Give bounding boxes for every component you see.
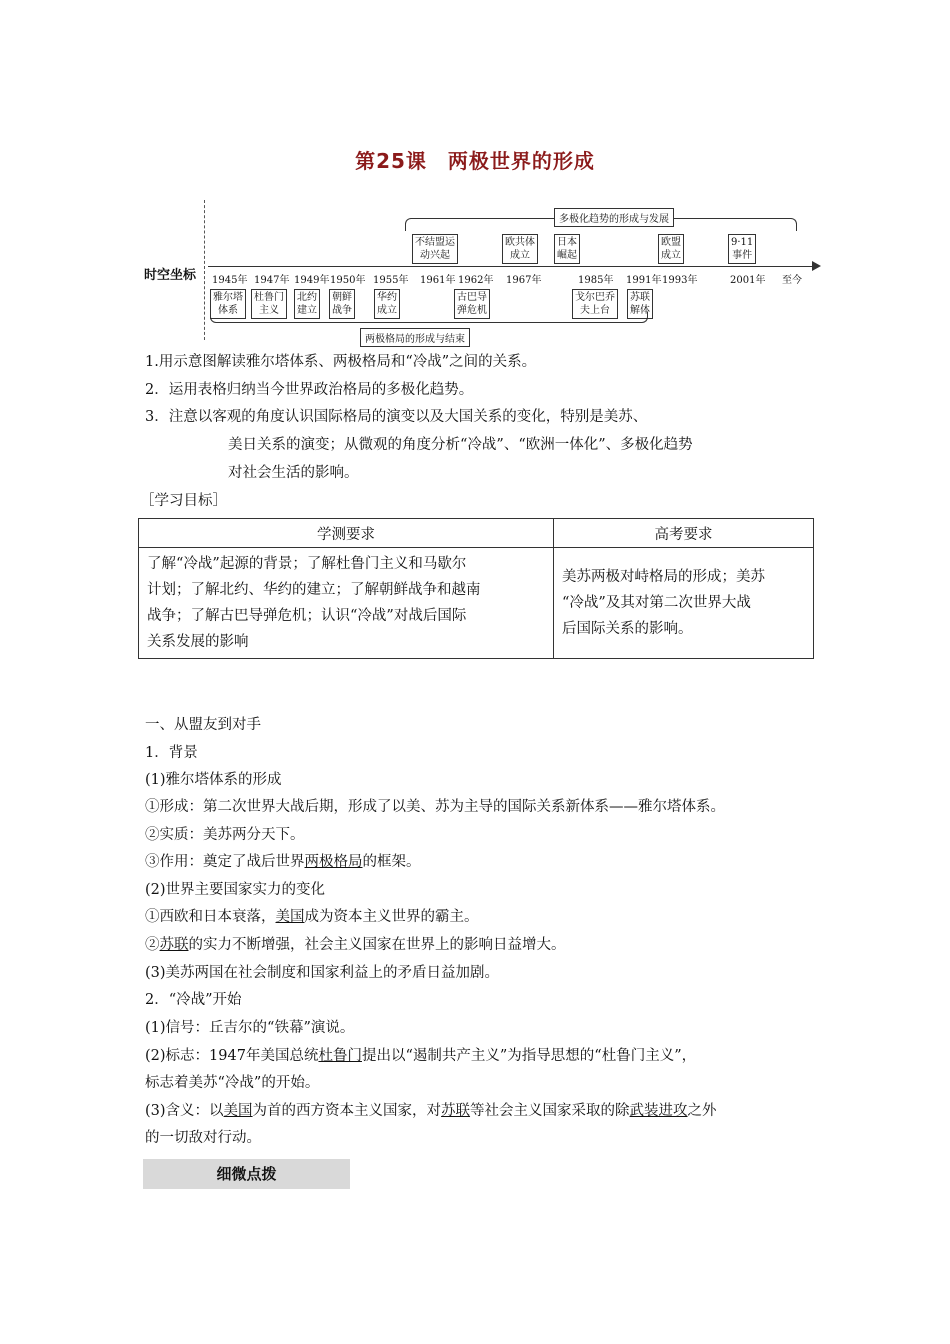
year-1949: 1949年 — [294, 275, 330, 286]
year-1962: 1962年 — [458, 275, 494, 286]
event-cuban-crisis: 古巴导 弹危机 — [454, 289, 490, 319]
page-title: 第25课 两极世界的形成 — [355, 149, 595, 173]
subsection-heading: 2．“冷战”开始 — [145, 992, 242, 1008]
timeline-label: 时空坐标 — [144, 268, 197, 283]
event-nonaligned: 不结盟运 动兴起 — [412, 234, 458, 264]
event-ussr-collapse: 苏联 解体 — [627, 289, 653, 319]
tip-heading: 细微点拨 — [143, 1159, 350, 1189]
paragraph: ②实质：美苏两分天下。 — [145, 827, 305, 843]
paragraph: (3)美苏两国在社会制度和国家利益上的矛盾日益加剧。 — [145, 965, 500, 981]
table-header: 学测要求 — [139, 519, 554, 548]
sub-subsection-heading: (2)世界主要国家实力的变化 — [145, 882, 326, 898]
year-1955: 1955年 — [373, 275, 409, 286]
bottom-brace-label: 两极格局的形成与结束 — [360, 328, 470, 347]
table-cell-xuece: 了解“冷战”起源的背景；了解杜鲁门主义和马歇尔 计划；了解北约、华约的建立；了解朝鲜战争和越南 战争；了解古巴导弹危机；认识“冷战”对战后国际 关系发展的影响 — [139, 548, 554, 659]
paragraph: (3)含义：以美国为首的西方资本主义国家，对苏联等社会主义国家采取的除武装进攻之外 — [145, 1103, 717, 1119]
timeline-divider — [204, 200, 205, 340]
event-japan: 日本 崛起 — [554, 234, 580, 264]
year-1993: 1993年 — [662, 275, 698, 286]
bottom-brace — [210, 312, 648, 323]
event-yalta: 雅尔塔 体系 — [210, 289, 246, 319]
event-911: 9·11 事件 — [728, 234, 756, 264]
study-goal-label: ［学习目标］ — [140, 493, 227, 509]
event-truman: 杜鲁门 主义 — [251, 289, 287, 319]
table-cell-gaokao: 美苏两极对峙格局的形成；美苏 “冷战”及其对第二次世界大战 后国际关系的影响。 — [554, 548, 814, 659]
event-eec: 欧共体 成立 — [502, 234, 538, 264]
top-brace-label: 多极化趋势的形成与发展 — [554, 208, 674, 227]
paragraph: ②苏联的实力不断增强，社会主义国家在世界上的影响日益增大。 — [145, 937, 566, 953]
timeline-axis — [208, 266, 814, 267]
year-1985: 1985年 — [578, 275, 614, 286]
paragraph: ①西欧和日本衰落，美国成为资本主义世界的霸主。 — [145, 909, 479, 925]
year-1967: 1967年 — [506, 275, 542, 286]
paragraph: 标志着美苏“冷战”的开始。 — [145, 1075, 320, 1091]
subsection-heading: 1．背景 — [145, 745, 198, 761]
objective-3-end: 对社会生活的影响。 — [228, 465, 359, 481]
event-korean-war: 朝鲜 战争 — [329, 289, 355, 319]
section-heading: 一、从盟友到对手 — [145, 717, 261, 733]
year-1945: 1945年 — [212, 275, 248, 286]
year-1991: 1991年 — [626, 275, 662, 286]
objective-2: 2．运用表格归纳当今世界政治格局的多极化趋势。 — [145, 382, 474, 398]
event-gorbachev: 戈尔巴乔 夫上台 — [572, 289, 618, 319]
objective-3: 3．注意以客观的角度认识国际格局的演变以及大国关系的变化，特别是美苏、 — [145, 409, 648, 425]
timeline-diagram — [140, 198, 820, 348]
timeline-arrow — [812, 261, 821, 271]
objective-3-cont: 美日关系的演变；从微观的角度分析“冷战”、“欧洲一体化”、多极化趋势 — [228, 437, 693, 453]
paragraph: ③作用：奠定了战后世界两极格局的框架。 — [145, 854, 421, 870]
year-1947: 1947年 — [254, 275, 290, 286]
requirements-table — [138, 518, 814, 659]
sub-subsection-heading: (1)雅尔塔体系的形成 — [145, 772, 282, 788]
event-eu: 欧盟 成立 — [658, 234, 684, 264]
paragraph: (1)信号：丘吉尔的“铁幕”演说。 — [145, 1020, 355, 1036]
paragraph: 的一切敌对行动。 — [145, 1130, 261, 1146]
table-header-row — [139, 519, 814, 548]
paragraph: (2)标志：1947年美国总统杜鲁门提出以“遏制共产主义”为指导思想的“杜鲁门主义”， — [145, 1048, 697, 1064]
paragraph: ①形成：第二次世界大战后期，形成了以美、苏为主导的国际关系新体系——雅尔塔体系。 — [145, 799, 725, 815]
event-warsaw-pact: 华约 成立 — [374, 289, 400, 319]
year-present: 至今 — [782, 275, 802, 286]
event-nato: 北约 建立 — [294, 289, 320, 319]
table-row — [139, 548, 814, 659]
year-1950: 1950年 — [330, 275, 366, 286]
year-1961: 1961年 — [420, 275, 456, 286]
table-header: 高考要求 — [554, 519, 814, 548]
year-2001: 2001年 — [730, 275, 766, 286]
objective-1: 1.用示意图解读雅尔塔体系、两极格局和“冷战”之间的关系。 — [145, 354, 537, 370]
